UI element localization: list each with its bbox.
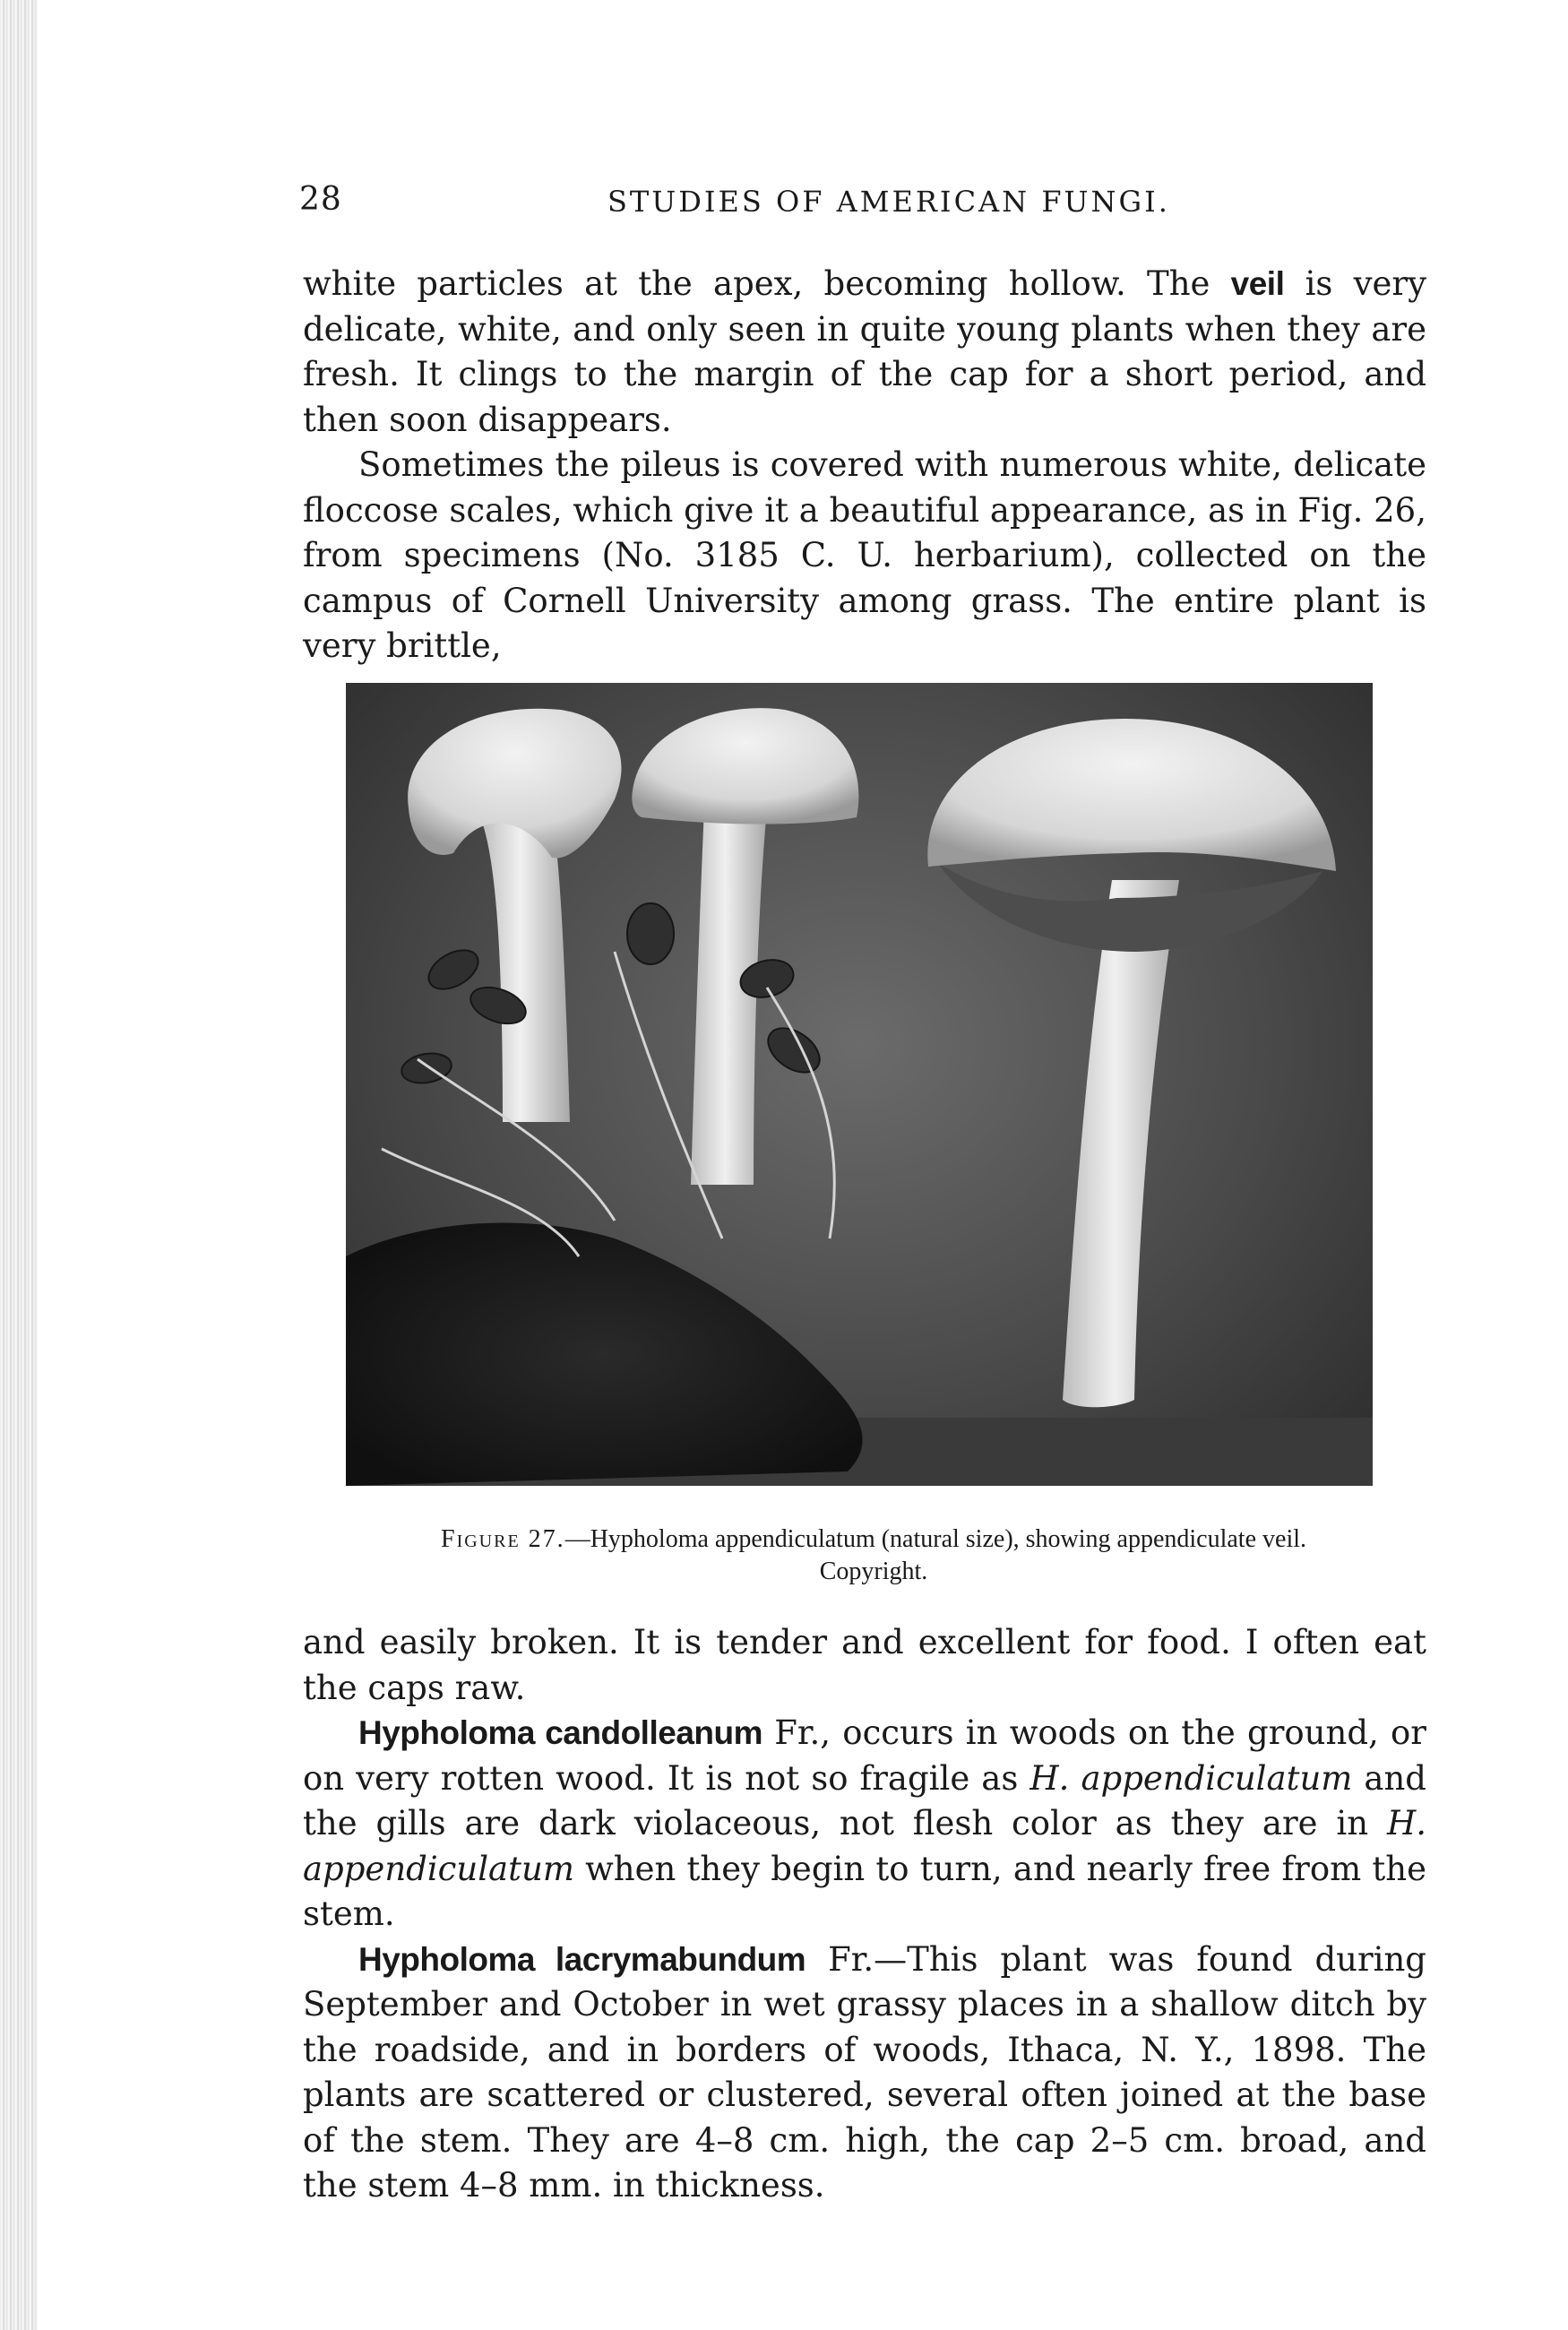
bold-term-veil: veil [1230, 265, 1285, 302]
clover-leaves [400, 903, 828, 1087]
paragraph-lacrymabundum: Hypholoma lacrymabundum Fr.—This plant was found during September and October in wet grassy places in a shallow ditch by the roadside, and in borders of woods, Ithaca, N. Y., 1898. The plants are scattered or clustered, several often joined at the base of the stem. They are 4–8 cm. high, the cap 2–5 cm. broad, and the stem 4–8 mm. in thickness. [303, 1939, 1426, 2205]
paragraph-candolleanum: Hypholoma candolleanum Fr., occurs in woods on the ground, or on very rotten wood. It is not so fragile as H. appendiculatum and the gills are dark violaceous, not flesh color as they are in H. appendiculatum when they begin to turn, and nearly free from the stem. [303, 1713, 1426, 1933]
caption-label: Figure 27. [441, 1525, 565, 1553]
running-head: STUDIES OF AMERICAN FUNGI. [607, 185, 1170, 219]
top-text-block [303, 262, 1426, 669]
bottom-text-block [303, 1620, 1426, 2209]
figure-27-photograph [346, 683, 1373, 1486]
bold-term-candolleanum: Hypholoma candolleanum [358, 1714, 762, 1751]
mushroom-photo-illustration [346, 683, 1373, 1486]
right-mushroom-gills [937, 862, 1322, 952]
right-mushroom-stem [1063, 880, 1179, 1407]
bold-term-lacrymabundum: Hypholoma lacrymabundum [358, 1940, 806, 1978]
soil-clump [346, 1223, 863, 1486]
caption-text: —Hypholoma appendiculatum (natural size), showing appendiculate veil. Copyright. [564, 1525, 1306, 1585]
left-mushroom-stem [480, 817, 570, 1122]
page-number: 28 [299, 181, 342, 218]
paragraph-easily-broken: and easily broken. It is tender and excellent for food. I often eat the caps raw. [303, 1623, 1426, 1707]
paragraph-veil: white particles at the apex, becoming hollow. The veil is very delicate, white, and only seen in quite young plants when they are fresh. It clings to the margin of the cap for a short period, and then soon disappears. [303, 264, 1427, 439]
scanned-binding-edge [0, 0, 38, 2330]
right-mushroom-cap [927, 719, 1336, 871]
middle-mushroom-cap [632, 708, 858, 824]
paragraph-pileus: Sometimes the pileus is covered with numerous white, delicate floccose scales, which give it a beautiful appearance, as in Fig. 26, from specimens (No. 3185 C. U. herbarium), collected on the campus of Cornell University among grass. The entire plant is very brittle, [303, 445, 1426, 665]
figure-caption [412, 1523, 1335, 1588]
